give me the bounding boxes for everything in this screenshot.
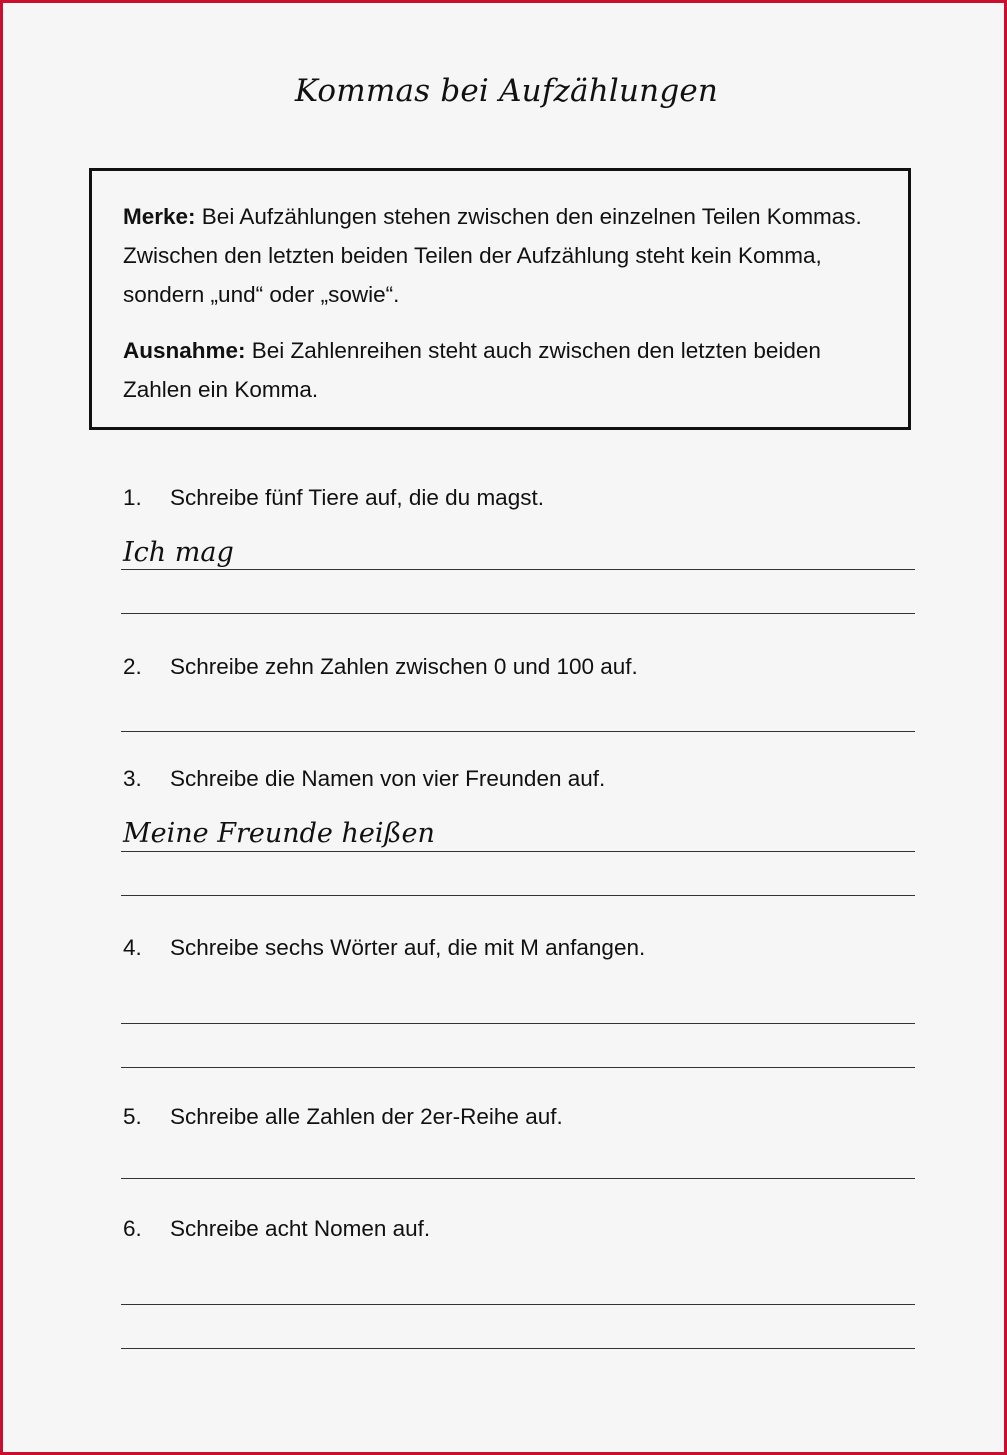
- task-number: 1.: [123, 485, 142, 510]
- task-text: Schreibe fünf Tiere auf, die du magst.: [170, 485, 544, 510]
- task-number: 6.: [123, 1216, 142, 1241]
- task-number: 4.: [123, 935, 142, 960]
- answer-line[interactable]: [121, 1023, 915, 1024]
- answer-line[interactable]: [121, 1348, 915, 1349]
- answer-line[interactable]: [121, 1304, 915, 1305]
- sentence-starter-1: Ich mag: [123, 537, 234, 568]
- task-number: 3.: [123, 766, 142, 791]
- ausnahme-label: Ausnahme:: [123, 338, 246, 363]
- task-5: [123, 1102, 563, 1132]
- answer-line[interactable]: [121, 731, 915, 732]
- answer-line[interactable]: [121, 1067, 915, 1068]
- task-1: [123, 483, 544, 513]
- task-number: 2.: [123, 654, 142, 679]
- ausnahme-paragraph: [123, 331, 878, 409]
- task-text: Schreibe die Namen von vier Freunden auf.: [170, 766, 606, 791]
- task-text: Schreibe zehn Zahlen zwischen 0 und 100 auf.: [170, 654, 638, 679]
- task-text: Schreibe acht Nomen auf.: [170, 1216, 431, 1241]
- task-3: [123, 764, 605, 794]
- answer-line[interactable]: [121, 613, 915, 614]
- answer-line[interactable]: [121, 569, 915, 570]
- merke-paragraph: [123, 197, 878, 314]
- rule-box: [89, 168, 911, 430]
- answer-line[interactable]: [121, 851, 915, 852]
- task-6: [123, 1214, 430, 1244]
- task-text: Schreibe sechs Wörter auf, die mit M anfangen.: [170, 935, 646, 960]
- answer-line[interactable]: [121, 895, 915, 896]
- merke-text: Bei Aufzählungen stehen zwischen den einzelnen Teilen Kommas. Zwischen den letzten beiden Teilen der Aufzählung steht kein Komma, sondern „und“ oder „sowie“.: [123, 204, 862, 307]
- answer-line[interactable]: [121, 1178, 915, 1179]
- merke-label: Merke:: [123, 204, 196, 229]
- task-number: 5.: [123, 1104, 142, 1129]
- task-2: [123, 652, 638, 682]
- task-4: [123, 933, 645, 963]
- task-text: Schreibe alle Zahlen der 2er-Reihe auf.: [170, 1104, 563, 1129]
- sentence-starter-3: Meine Freunde heißen: [123, 818, 435, 849]
- worksheet-title: Kommas bei Aufzählungen: [294, 73, 719, 109]
- ausnahme-text: Bei Zahlenreihen steht auch zwischen den letzten beiden Zahlen ein Komma.: [123, 338, 821, 402]
